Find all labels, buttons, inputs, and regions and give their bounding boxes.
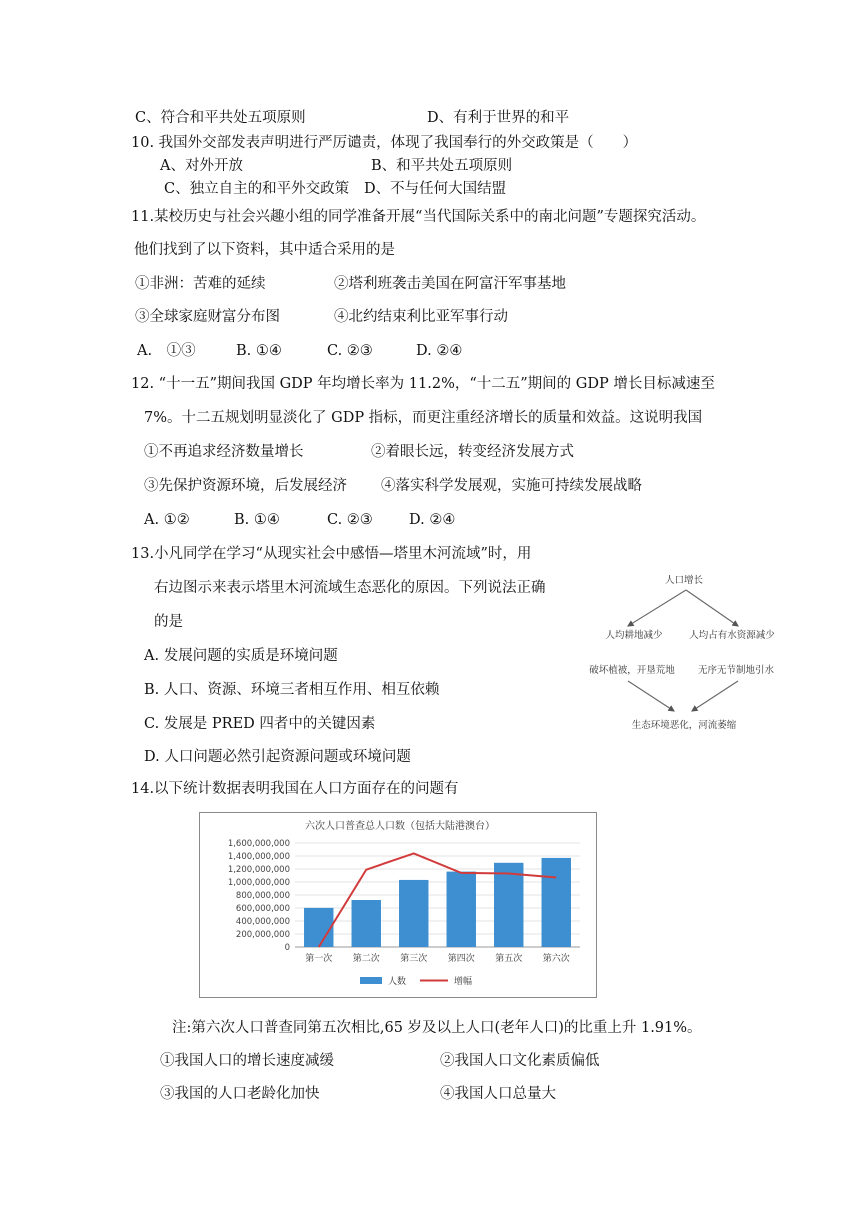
bar-population bbox=[542, 858, 571, 947]
q12-option-d: D. ②④ bbox=[409, 512, 456, 528]
diagram-node-right-low: 无序无节制地引水 bbox=[697, 665, 775, 676]
ecology-cause-diagram bbox=[588, 548, 784, 744]
x-tick-label: 第六次 bbox=[542, 954, 570, 964]
q12-option-a: A. ①② bbox=[144, 512, 190, 528]
q11-option-c: C. ②③ bbox=[327, 343, 373, 359]
q12-item-3: ③先保护资源环境，后发展经济 bbox=[144, 478, 347, 494]
q13-stem-line1: 13.小凡同学在学习“从现实社会中感悟—塔里木河流域”时，用 bbox=[131, 546, 532, 562]
q10-option-d: D、不与任何大国结盟 bbox=[364, 181, 507, 197]
chart-title: 六次人口普查总人口数（包括大陆港澳台） bbox=[305, 821, 495, 832]
q14-stem: 14.以下统计数据表明我国在人口方面存在的问题有 bbox=[131, 781, 459, 797]
q14-note: 注:第六次人口普查同第五次相比,65 岁及以上人口(老年人口)的比重上升 1.91%。 bbox=[172, 1020, 702, 1036]
q12-item-1: ①不再追求经济数量增长 bbox=[144, 444, 304, 460]
q14-item-2: ②我国人口文化素质偏低 bbox=[440, 1053, 600, 1069]
bar-population bbox=[304, 908, 333, 947]
q12-stem-line2: 7%。十二五规划明显淡化了 GDP 指标，而更注重经济增长的质量和效益。这说明我国 bbox=[144, 410, 703, 426]
q12-option-b: B. ①④ bbox=[234, 512, 280, 528]
diagram-node-top: 人口增长 bbox=[664, 575, 704, 586]
q11-option-b: B. ①④ bbox=[236, 343, 282, 359]
q11-stem-line1: 11.某校历史与社会兴趣小组的同学准备开展“当代国际关系中的南北问题”专题探究活动。 bbox=[131, 209, 706, 225]
q12-stem-line1: 12. “十一五”期间我国 GDP 年均增长率为 11.2%，“十二五”期间的 GDP 增长目标减速至 bbox=[131, 376, 715, 392]
diagram-arrow bbox=[628, 590, 686, 626]
q14-item-4: ④我国人口总量大 bbox=[440, 1086, 556, 1102]
q11-item-3: ③全球家庭财富分布图 bbox=[135, 309, 280, 325]
q11-option-a: A. ①③ bbox=[137, 343, 196, 359]
diagram-arrow bbox=[692, 681, 738, 711]
x-tick-label: 第二次 bbox=[352, 954, 380, 964]
q10-option-c: C、独立自主的和平外交政策 bbox=[164, 181, 350, 197]
q13-stem-line2: 右边图示来表示塔里木河流域生态恶化的原因。下列说法正确 bbox=[154, 580, 546, 596]
q9-option-c: C、符合和平共处五项原则 bbox=[135, 110, 306, 126]
legend-swatch-population bbox=[360, 977, 382, 984]
diagram-arrow bbox=[628, 681, 674, 711]
q11-item-1: ①非洲：苦难的延续 bbox=[135, 276, 266, 292]
legend-label-growth: 增幅 bbox=[454, 977, 473, 987]
diagram-node-left-mid: 人均耕地减少 bbox=[605, 630, 663, 641]
q11-item-2: ②塔利班袭击美国在阿富汗军事基地 bbox=[334, 276, 566, 292]
q13-option-b: B. 人口、资源、环境三者相互作用、相互依赖 bbox=[144, 682, 440, 698]
y-tick-label: 800,000,000 bbox=[235, 891, 290, 901]
q10-option-b: B、和平共处五项原则 bbox=[371, 158, 513, 174]
q11-stem-line2: 他们找到了以下资料，其中适合采用的是 bbox=[134, 242, 395, 258]
x-tick-label: 第四次 bbox=[447, 954, 475, 964]
q9-option-d: D、有利于世界的和平 bbox=[427, 110, 570, 126]
y-tick-label: 1,000,000,000 bbox=[227, 878, 290, 888]
q13-option-a: A. 发展问题的实质是环境问题 bbox=[144, 648, 338, 664]
q11-item-4: ④北约结束利比亚军事行动 bbox=[334, 309, 508, 325]
bar-population bbox=[352, 900, 381, 947]
q10-stem: 10. 我国外交部发表声明进行严厉谴责，体现了我国奉行的外交政策是（ ） bbox=[131, 135, 638, 151]
x-tick-label: 第三次 bbox=[400, 954, 428, 964]
q13-option-d: D. 人口问题必然引起资源问题或环境问题 bbox=[144, 749, 411, 765]
y-tick-label: 400,000,000 bbox=[235, 917, 290, 927]
bar-population bbox=[399, 880, 428, 947]
q14-item-1: ①我国人口的增长速度减缓 bbox=[160, 1053, 334, 1069]
diagram-node-right-mid: 人均占有水资源减少 bbox=[689, 630, 775, 641]
population-census-chart bbox=[199, 812, 597, 998]
chart-canvas bbox=[200, 813, 596, 997]
q13-option-c: C. 发展是 PRED 四者中的关键因素 bbox=[144, 716, 376, 732]
y-tick-label: 1,200,000,000 bbox=[227, 865, 290, 875]
bar-population bbox=[494, 863, 523, 947]
y-tick-label: 1,400,000,000 bbox=[227, 852, 290, 862]
x-tick-label: 第五次 bbox=[495, 954, 523, 964]
bar-population bbox=[447, 872, 476, 947]
y-tick-label: 600,000,000 bbox=[235, 904, 290, 914]
q12-item-2: ②着眼长远，转变经济发展方式 bbox=[371, 444, 574, 460]
q10-option-a: A、对外开放 bbox=[160, 158, 243, 174]
diagram-arrow bbox=[686, 590, 738, 626]
diagram-node-left-low: 破坏植被，开垦荒地 bbox=[589, 665, 675, 676]
legend-label-population: 人数 bbox=[388, 977, 407, 987]
q13-stem-line3: 的是 bbox=[154, 614, 183, 630]
q11-option-d: D. ②④ bbox=[416, 343, 463, 359]
q14-item-3: ③我国的人口老龄化加快 bbox=[160, 1086, 320, 1102]
q12-item-4: ④落实科学发展观，实施可持续发展战略 bbox=[381, 478, 642, 494]
y-tick-label: 1,600,000,000 bbox=[227, 839, 290, 849]
y-tick-label: 0 bbox=[284, 943, 290, 953]
x-tick-label: 第一次 bbox=[305, 954, 333, 964]
diagram-node-bottom: 生态环境恶化，河流萎缩 bbox=[631, 720, 737, 731]
y-tick-label: 200,000,000 bbox=[235, 930, 290, 940]
q12-option-c: C. ②③ bbox=[327, 512, 373, 528]
